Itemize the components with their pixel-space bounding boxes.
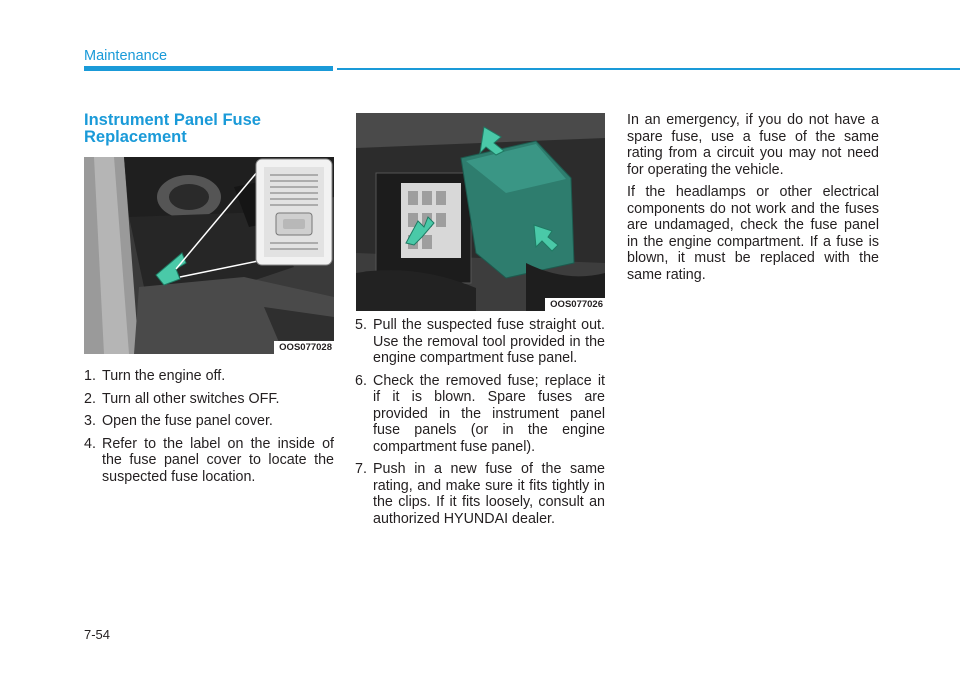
list-item — [84, 436, 334, 486]
section-label: Maintenance — [84, 48, 168, 64]
body-paragraphs — [627, 112, 879, 289]
list-item — [355, 461, 605, 527]
fuse-panel-cover-illustration — [84, 157, 334, 354]
step-text: Refer to the label on the inside of the fuse panel cover to locate the suspected fuse location. — [102, 435, 334, 485]
list-item — [355, 373, 605, 456]
engine-fuse-box-illustration — [356, 113, 605, 311]
step-number: 7. — [355, 461, 367, 477]
header-rule-thick — [84, 66, 333, 71]
paragraph: If the headlamps or other electrical components do not work and the fuses are undamaged, check the fuse panel in the engine compartment. If a fuse is blown, it must be replaced with the same rating. — [627, 184, 879, 283]
step-number: 2. — [84, 390, 96, 407]
steps-list-col2 — [355, 317, 605, 533]
section-heading: Instrument Panel Fuse Replacement — [84, 111, 261, 146]
step-text: Turn all other switches OFF. — [102, 390, 280, 407]
step-number: 1. — [84, 368, 96, 384]
step-text: Pull the suspected fuse straight out. Use the removal tool provided in the engine compartment fuse panel. — [373, 317, 605, 366]
list-item — [84, 391, 334, 408]
figure-fuse-panel-cover — [84, 157, 334, 354]
step-text: Push in a new fuse of the same rating, and make sure it fits tightly in the clips. If it fits loosely, consult an authorized HYUNDAI dealer. — [373, 461, 605, 527]
list-item — [355, 317, 605, 367]
paragraph: In an emergency, if you do not have a spare fuse, use a fuse of the same rating from a circuit you may not need for operating the vehicle. — [627, 112, 879, 178]
figure-code: OOS077028 — [274, 341, 334, 354]
step-text: Turn the engine off. — [102, 368, 226, 384]
steps-list-col1 — [84, 368, 334, 491]
step-text: Check the removed fuse; replace it if it is blown. Spare fuses are provided in the instrument panel fuse panels (or in the engine compartment fuse panel). — [373, 372, 605, 455]
step-number: 3. — [84, 413, 96, 429]
page-number: 7-54 — [84, 627, 111, 642]
figure-engine-fuse-box — [356, 113, 605, 311]
list-item — [84, 368, 334, 385]
step-number: 6. — [355, 372, 367, 389]
step-text: Open the fuse panel cover. — [102, 413, 273, 429]
header-rule-thin — [337, 68, 960, 70]
list-item — [84, 413, 334, 430]
step-number: 5. — [355, 317, 367, 333]
step-number: 4. — [84, 435, 96, 452]
figure-code: OOS077026 — [545, 298, 605, 311]
